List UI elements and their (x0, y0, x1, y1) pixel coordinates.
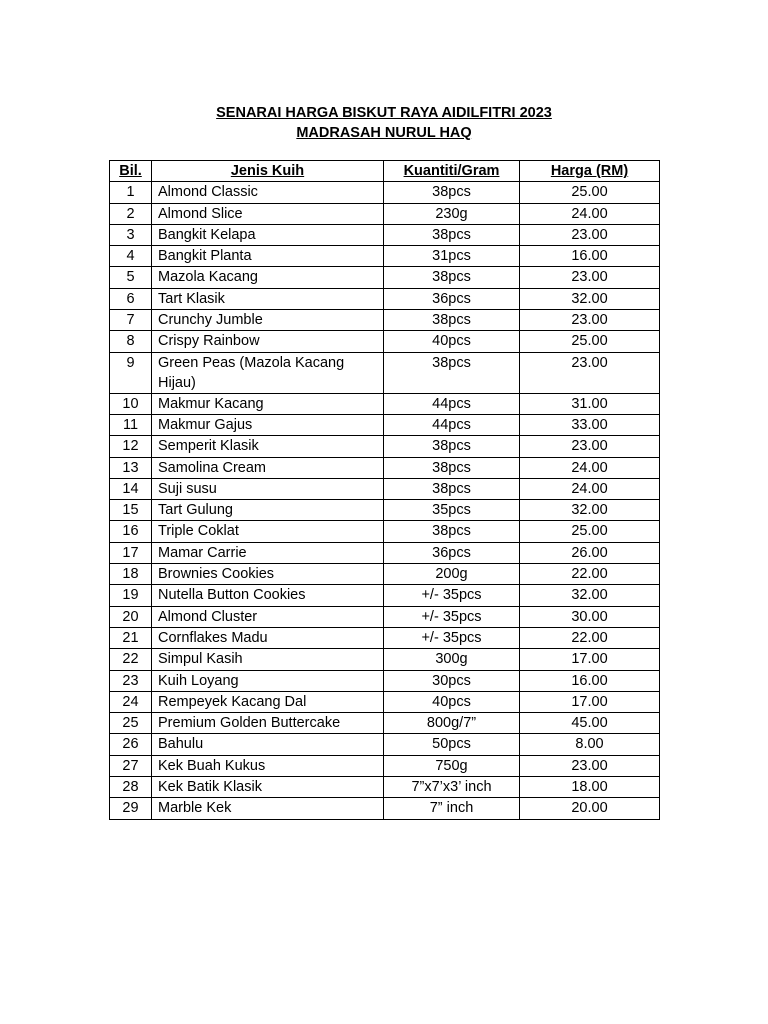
row-number: 19 (110, 585, 152, 606)
row-number: 22 (110, 649, 152, 670)
row-number: 23 (110, 670, 152, 691)
row-number: 29 (110, 798, 152, 819)
row-number: 5 (110, 267, 152, 288)
table-row (110, 798, 660, 819)
item-quantity: 50pcs (384, 734, 520, 755)
item-quantity: +/- 35pcs (384, 627, 520, 648)
table-row (110, 777, 660, 798)
item-name: Kek Batik Klasik (152, 777, 384, 798)
item-name: Kek Buah Kukus (152, 755, 384, 776)
row-number: 13 (110, 457, 152, 478)
item-price: 18.00 (520, 777, 660, 798)
item-price: 24.00 (520, 457, 660, 478)
table-row (110, 606, 660, 627)
document-title: SENARAI HARGA BISKUT RAYA AIDILFITRI 2023 (216, 105, 552, 121)
table-row (110, 224, 660, 245)
item-quantity: 44pcs (384, 393, 520, 414)
item-price: 25.00 (520, 521, 660, 542)
table-row (110, 670, 660, 691)
item-price: 8.00 (520, 734, 660, 755)
table-row (110, 713, 660, 734)
item-price: 23.00 (520, 755, 660, 776)
row-number: 1 (110, 182, 152, 203)
item-name: Kuih Loyang (152, 670, 384, 691)
table-row (110, 542, 660, 563)
table-row (110, 734, 660, 755)
item-quantity: +/- 35pcs (384, 606, 520, 627)
table-row (110, 457, 660, 478)
item-name: Mamar Carrie (152, 542, 384, 563)
item-name: Bahulu (152, 734, 384, 755)
item-quantity: 38pcs (384, 352, 520, 393)
row-number: 4 (110, 246, 152, 267)
item-price: 32.00 (520, 500, 660, 521)
row-number: 26 (110, 734, 152, 755)
item-price: 23.00 (520, 224, 660, 245)
item-name: Makmur Gajus (152, 414, 384, 435)
item-quantity: 750g (384, 755, 520, 776)
item-name: Makmur Kacang (152, 393, 384, 414)
table-row (110, 691, 660, 712)
table-row (110, 627, 660, 648)
document-subtitle: MADRASAH NURUL HAQ (296, 125, 472, 141)
table-row (110, 478, 660, 499)
table-body (110, 182, 660, 819)
table-row (110, 331, 660, 352)
table-row (110, 564, 660, 585)
item-name: Nutella Button Cookies (152, 585, 384, 606)
row-number: 25 (110, 713, 152, 734)
row-number: 27 (110, 755, 152, 776)
row-number: 9 (110, 352, 152, 393)
item-name: Triple Coklat (152, 521, 384, 542)
item-name: Simpul Kasih (152, 649, 384, 670)
item-price: 32.00 (520, 288, 660, 309)
row-number: 24 (110, 691, 152, 712)
row-number: 15 (110, 500, 152, 521)
row-number: 2 (110, 203, 152, 224)
item-name: Bangkit Planta (152, 246, 384, 267)
item-name: Premium Golden Buttercake (152, 713, 384, 734)
item-price: 33.00 (520, 414, 660, 435)
item-name: Almond Cluster (152, 606, 384, 627)
item-price: 17.00 (520, 691, 660, 712)
header-jenis-kuih: Jenis Kuih (152, 161, 384, 182)
item-quantity: 200g (384, 564, 520, 585)
table-row (110, 352, 660, 393)
item-quantity: 40pcs (384, 331, 520, 352)
item-price: 24.00 (520, 478, 660, 499)
table-row (110, 414, 660, 435)
item-quantity: 800g/7” (384, 713, 520, 734)
item-name: Bangkit Kelapa (152, 224, 384, 245)
item-name: Crispy Rainbow (152, 331, 384, 352)
table-row (110, 393, 660, 414)
item-quantity: 38pcs (384, 457, 520, 478)
row-number: 11 (110, 414, 152, 435)
table-row (110, 310, 660, 331)
table-row (110, 649, 660, 670)
item-quantity: 38pcs (384, 267, 520, 288)
item-quantity: 35pcs (384, 500, 520, 521)
item-price: 17.00 (520, 649, 660, 670)
item-price: 23.00 (520, 436, 660, 457)
item-quantity: 300g (384, 649, 520, 670)
item-quantity: 7” inch (384, 798, 520, 819)
item-name: Suji susu (152, 478, 384, 499)
item-price: 30.00 (520, 606, 660, 627)
item-price: 23.00 (520, 352, 660, 393)
item-quantity: 7”x7’x3’ inch (384, 777, 520, 798)
item-name: Cornflakes Madu (152, 627, 384, 648)
item-quantity: 40pcs (384, 691, 520, 712)
item-price: 25.00 (520, 331, 660, 352)
item-quantity: 38pcs (384, 478, 520, 499)
item-quantity: +/- 35pcs (384, 585, 520, 606)
row-number: 6 (110, 288, 152, 309)
item-name: Almond Slice (152, 203, 384, 224)
item-name: Tart Klasik (152, 288, 384, 309)
item-price: 22.00 (520, 564, 660, 585)
item-name: Almond Classic (152, 182, 384, 203)
table-row (110, 585, 660, 606)
row-number: 16 (110, 521, 152, 542)
table-row (110, 521, 660, 542)
table-row (110, 246, 660, 267)
row-number: 17 (110, 542, 152, 563)
table-row (110, 500, 660, 521)
header-harga: Harga (RM) (520, 161, 660, 182)
row-number: 28 (110, 777, 152, 798)
item-name: Semperit Klasik (152, 436, 384, 457)
item-quantity: 38pcs (384, 182, 520, 203)
item-quantity: 36pcs (384, 288, 520, 309)
row-number: 21 (110, 627, 152, 648)
item-price: 16.00 (520, 670, 660, 691)
row-number: 20 (110, 606, 152, 627)
item-quantity: 31pcs (384, 246, 520, 267)
item-price: 23.00 (520, 310, 660, 331)
row-number: 18 (110, 564, 152, 585)
item-name: Mazola Kacang (152, 267, 384, 288)
table-row (110, 203, 660, 224)
row-number: 10 (110, 393, 152, 414)
item-quantity: 38pcs (384, 310, 520, 331)
item-quantity: 38pcs (384, 521, 520, 542)
table-row (110, 288, 660, 309)
table-row (110, 755, 660, 776)
row-number: 3 (110, 224, 152, 245)
row-number: 7 (110, 310, 152, 331)
header-bil: Bil. (110, 161, 152, 182)
header-kuantiti: Kuantiti/Gram (384, 161, 520, 182)
item-name: Green Peas (Mazola Kacang Hijau) (152, 352, 384, 393)
item-name: Tart Gulung (152, 500, 384, 521)
item-price: 45.00 (520, 713, 660, 734)
item-price: 32.00 (520, 585, 660, 606)
item-quantity: 38pcs (384, 224, 520, 245)
item-name: Rempeyek Kacang Dal (152, 691, 384, 712)
item-price: 23.00 (520, 267, 660, 288)
item-quantity: 30pcs (384, 670, 520, 691)
table-row (110, 182, 660, 203)
table-row (110, 267, 660, 288)
row-number: 14 (110, 478, 152, 499)
item-name: Crunchy Jumble (152, 310, 384, 331)
item-price: 20.00 (520, 798, 660, 819)
table-row (110, 436, 660, 457)
price-table (109, 160, 660, 820)
item-name: Brownies Cookies (152, 564, 384, 585)
item-price: 16.00 (520, 246, 660, 267)
table-header-row (110, 161, 660, 182)
item-price: 24.00 (520, 203, 660, 224)
item-price: 25.00 (520, 182, 660, 203)
row-number: 12 (110, 436, 152, 457)
row-number: 8 (110, 331, 152, 352)
item-quantity: 230g (384, 203, 520, 224)
item-price: 22.00 (520, 627, 660, 648)
item-price: 26.00 (520, 542, 660, 563)
item-quantity: 38pcs (384, 436, 520, 457)
item-quantity: 44pcs (384, 414, 520, 435)
item-price: 31.00 (520, 393, 660, 414)
item-name: Samolina Cream (152, 457, 384, 478)
item-name: Marble Kek (152, 798, 384, 819)
item-quantity: 36pcs (384, 542, 520, 563)
